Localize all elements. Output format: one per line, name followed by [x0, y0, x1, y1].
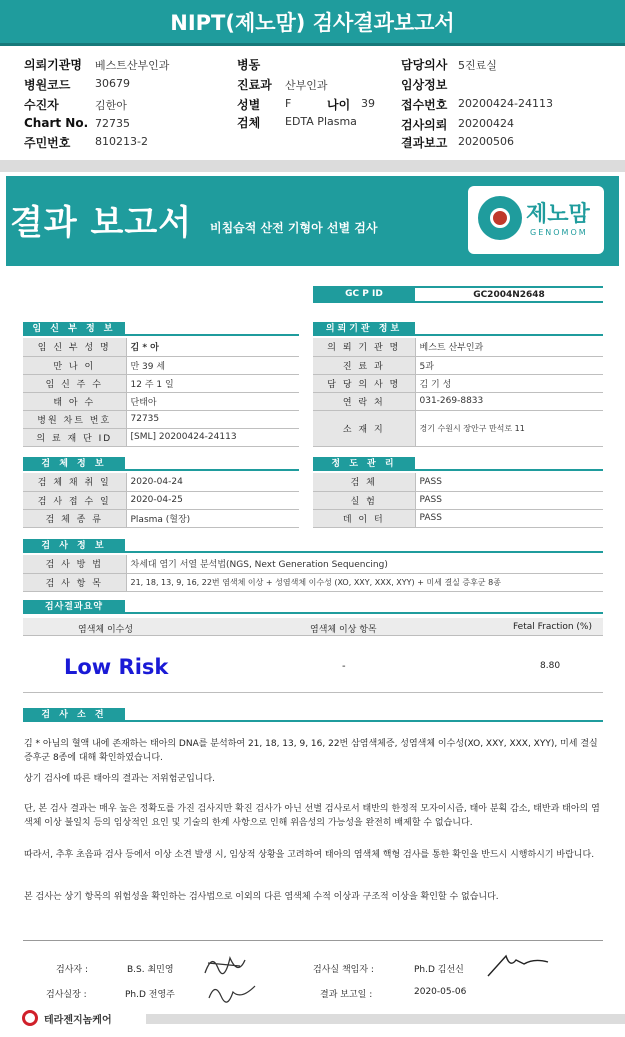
signature-divider [23, 940, 603, 941]
table-row [313, 491, 603, 509]
row-value: Plasma (혈장) [126, 509, 299, 527]
test-table [23, 555, 603, 592]
result-low-risk: Low Risk [64, 655, 169, 679]
row-value: 2020-04-24 [126, 473, 299, 491]
row-key: 진 료 과 [313, 356, 415, 374]
age-label: 나이 [327, 98, 351, 112]
summary-divider [23, 692, 603, 693]
table-row [23, 573, 603, 591]
hospital-code-value: 30679 [95, 77, 130, 90]
qc-table [313, 473, 603, 528]
lab-head-name: Ph.D 김선신 [414, 965, 464, 975]
chart-label: Chart No. [24, 116, 89, 130]
row-value: [SML] 20200424-24113 [126, 428, 299, 446]
report-value: 20200506 [458, 135, 514, 148]
footer-bar [146, 1014, 625, 1024]
row-key: 검 체 채 취 일 [23, 473, 126, 491]
institution-label: 의뢰기관명 [24, 58, 82, 72]
banner-title: 결과 보고서 [10, 203, 193, 243]
table-row [23, 410, 299, 428]
row-key: 임 신 주 수 [23, 374, 126, 392]
table-row [23, 473, 299, 491]
company-logo-icon [22, 1010, 38, 1026]
row-key: 병원 차트 번호 [23, 410, 126, 428]
table-row [313, 392, 603, 410]
row-value: PASS [415, 473, 603, 491]
doctor-label: 담당의사 [401, 58, 448, 72]
row-value: 031-269-8833 [415, 392, 603, 410]
table-row [23, 392, 299, 410]
section-specimen-header: 검 체 정 보 [23, 457, 125, 471]
row-value: 경기 수원시 장안구 만석로 11 [415, 410, 603, 446]
row-key: 담 당 의 사 명 [313, 374, 415, 392]
finding-paragraph-4: 따라서, 추후 초음파 검사 등에서 이상 소견 발생 시, 임상적 상황을 고려하여 태아의 염색체 핵형 검사를 통한 확인을 반드시 시행하시기 바랍니다. [24, 850, 595, 860]
row-value: 차세대 염기 서열 분석법(NGS, Next Generation Sequencing) [126, 555, 603, 573]
request-value: 20200424 [458, 117, 514, 130]
request-label: 검사의뢰 [401, 118, 448, 132]
ward-label: 병동 [237, 58, 261, 72]
section-summary [23, 600, 603, 614]
row-value: 베스트 산부인과 [415, 338, 603, 356]
patient-meta-block [0, 50, 625, 158]
section-findings [23, 708, 603, 722]
company-name: 테라젠지놈케어 [44, 1015, 112, 1026]
row-key: 검 체 [313, 473, 415, 491]
gcpid-value: GC2004N2648 [415, 286, 603, 303]
summary-col-ff: Fetal Fraction (%) [513, 622, 592, 632]
result-fetal-fraction: 8.80 [540, 661, 561, 671]
table-row [23, 374, 299, 392]
lab-head-signature [484, 950, 554, 980]
table-row [313, 338, 603, 356]
age-value: 39 [361, 97, 375, 110]
section-findings-header: 검 사 소 견 [23, 708, 125, 722]
row-key: 임 신 부 성 명 [23, 338, 126, 356]
finding-paragraph-2: 상기 검사에 따른 태아의 결과는 저위험군입니다. [24, 774, 216, 784]
clinical-label: 임상정보 [401, 78, 448, 92]
row-value: 72735 [126, 410, 299, 428]
finding-paragraph-3: 단, 본 검사 결과는 매우 높은 정확도를 가진 검사지만 확진 검사가 아닌 선별 검사로서 태반의 한정적 모자이시즘, 태아 분획 감소, 태반과 태아의 염색체 이상 불일치 등의 임상적인 요인 및 기술의 한계 사항으로 인해 위음성의 가능성을 완전히 배제할 수 없습니다. [24, 804, 600, 828]
table-row [313, 356, 603, 374]
row-key: 검 체 종 류 [23, 509, 126, 527]
lab-chief-label: 검사실장 : [46, 990, 87, 1000]
institution-value: 베스트산부인과 [95, 59, 170, 72]
table-row [23, 509, 299, 527]
row-value: 5과 [415, 356, 603, 374]
table-row [313, 509, 603, 527]
report-label: 결과보고 [401, 136, 448, 150]
section-institution-info [313, 322, 603, 336]
specimen-label: 검체 [237, 116, 261, 130]
row-value: PASS [415, 491, 603, 509]
resident-value: 810213-2 [95, 135, 148, 148]
row-value: PASS [415, 509, 603, 527]
row-key: 만 나 이 [23, 356, 126, 374]
section-qc-header: 정 도 관 리 [313, 457, 415, 471]
sex-value: F [285, 97, 292, 110]
row-value: 만 39 세 [126, 356, 299, 374]
row-value: 김 * 아 [126, 338, 299, 356]
table-row [23, 428, 299, 446]
specimen-table [23, 473, 299, 528]
row-key: 검 사 항 목 [23, 573, 126, 591]
lab-chief-name: Ph.D 전영주 [125, 990, 175, 1000]
finding-paragraph-5: 본 검사는 상기 항목의 위험성을 확인하는 검사법으로 이외의 다른 염색체 수적 이상과 구조적 이상을 확인할 수 없습니다. [24, 892, 499, 902]
row-key: 검 사 접 수 일 [23, 491, 126, 509]
result-abnormal-item: - [342, 661, 346, 672]
reception-label: 접수번호 [401, 98, 448, 112]
report-date-label: 결과 보고일 : [320, 990, 373, 1000]
sex-label: 성별 [237, 98, 261, 112]
pregnant-table [23, 338, 299, 447]
gcpid-label: GC P ID [313, 286, 415, 303]
hospital-code-label: 병원코드 [24, 78, 71, 92]
finding-paragraph-1: 김 * 아님의 혈액 내에 존재하는 태아의 DNA를 분석하여 21, 18, 13, 9, 16, 22번 삼염색체증, 성염색체 이수성(XO, XXY, XXX, XYY), 미세 결실 증후군 8종에 대해 확인하였습니다. [24, 739, 598, 763]
reception-value: 20200424-24113 [458, 97, 553, 110]
table-row [313, 374, 603, 392]
logo-subtext: GENOMOM [530, 228, 588, 237]
patient-label: 수진자 [24, 98, 59, 112]
section-pregnant-info [23, 322, 299, 336]
row-key: 실 험 [313, 491, 415, 509]
row-key: 연 락 처 [313, 392, 415, 410]
genomom-logo-icon-inner [490, 208, 510, 228]
lab-chief-signature [205, 978, 260, 1006]
section-qc [313, 457, 603, 471]
summary-col-abnormal: 염색체 이상 항목 [310, 625, 377, 635]
patient-value: 김한아 [95, 99, 127, 112]
table-row [313, 410, 603, 446]
row-key: 의 료 재 단 ID [23, 428, 126, 446]
section-test-info [23, 539, 603, 553]
dept-value: 산부인과 [285, 79, 328, 92]
row-value: 김 기 성 [415, 374, 603, 392]
section-institution-header: 의뢰기관 정보 [313, 322, 415, 336]
banner-subtitle: 비침습적 산전 기형아 선별 검사 [210, 221, 378, 235]
logo-text: 제노맘 [526, 202, 590, 227]
section-pregnant-header: 임 신 부 정 보 [23, 322, 125, 336]
tester-label: 검사자 : [56, 965, 88, 975]
resident-label: 주민번호 [24, 136, 71, 150]
report-date-value: 2020-05-06 [414, 987, 467, 997]
table-row [23, 338, 299, 356]
table-row [23, 555, 603, 573]
doctor-value: 5진료실 [458, 59, 497, 72]
section-test-header: 검 사 정 보 [23, 539, 125, 553]
summary-column-header [23, 618, 603, 636]
row-value: 12 주 1 일 [126, 374, 299, 392]
dept-label: 진료과 [237, 78, 272, 92]
row-key: 태 아 수 [23, 392, 126, 410]
summary-col-aneuploidy: 염색체 이수성 [78, 625, 134, 635]
table-row [23, 356, 299, 374]
document-title: NIPT(제노맘) 검사결과보고서 [0, 0, 625, 46]
specimen-value: EDTA Plasma [285, 115, 357, 128]
separator [0, 160, 625, 172]
section-summary-header: 검사결과요약 [23, 600, 125, 614]
row-key: 검 사 방 법 [23, 555, 126, 573]
row-value: 2020-04-25 [126, 491, 299, 509]
table-row [23, 491, 299, 509]
section-specimen-info [23, 457, 299, 471]
chart-value: 72735 [95, 117, 130, 130]
row-key: 소 재 지 [313, 410, 415, 446]
table-row [313, 473, 603, 491]
institution-table [313, 338, 603, 447]
row-key: 데 이 터 [313, 509, 415, 527]
row-value: 21, 18, 13, 9, 16, 22번 염색체 이상 + 성염색체 이수성 (XO, XXY, XXX, XYY) + 미세 결실 증후군 8종 [126, 573, 603, 591]
row-value: 단태아 [126, 392, 299, 410]
lab-head-label: 검사실 책임자 : [313, 965, 374, 975]
row-key: 의 뢰 기 관 명 [313, 338, 415, 356]
tester-name: B.S. 최민영 [127, 965, 174, 975]
